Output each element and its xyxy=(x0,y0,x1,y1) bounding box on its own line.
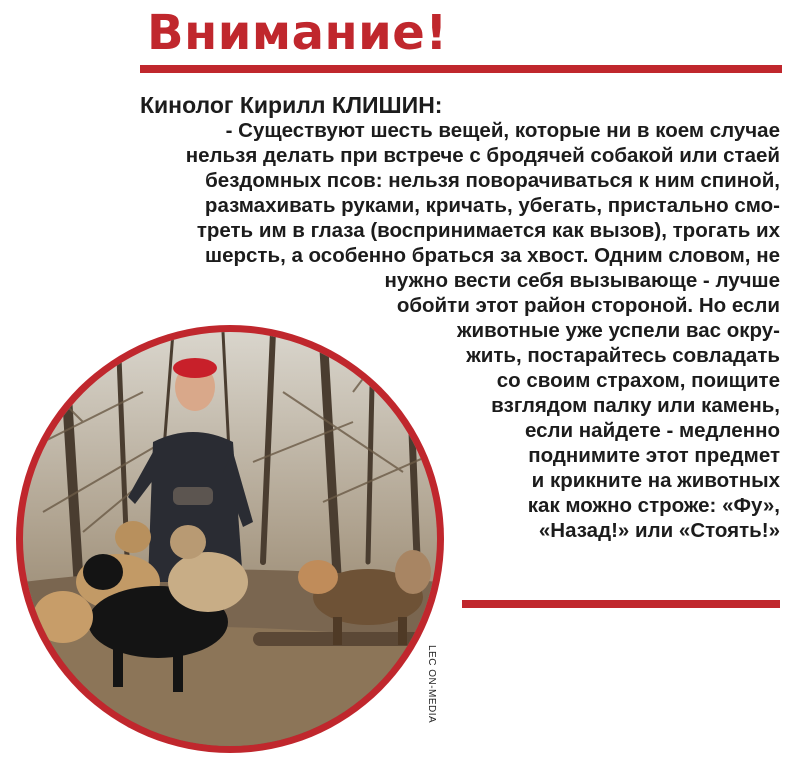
body-line: нельзя делать при встрече с бродячей собакой или стаей xyxy=(185,144,780,167)
body-line: нужно вести себя вызывающе - лучше xyxy=(384,269,780,292)
body-line: животные уже успели вас окру- xyxy=(456,319,780,342)
divider-bottom xyxy=(462,600,780,608)
body-line: бездомных псов: нельзя поворачиваться к ним спиной, xyxy=(205,169,780,192)
divider-top xyxy=(140,65,782,73)
byline: Кинолог Кирилл КЛИШИН: xyxy=(140,92,443,118)
body-line: со своим страхом, поищите xyxy=(496,369,780,392)
body-line: «Назад!» или «Стоять!» xyxy=(538,519,780,542)
body-line: - Существуют шесть вещей, которые ни в коем случае xyxy=(225,119,780,142)
body-line: взглядом палку или камень, xyxy=(491,394,780,417)
body-line: как можно строже: «Фу», xyxy=(527,494,780,517)
body-line: поднимите этот предмет xyxy=(528,444,780,467)
body-line: жить, постарайтесь совладать xyxy=(466,344,780,367)
body-line: если найдете - медленно xyxy=(524,419,780,442)
body-line: обойти этот район стороной. Но если xyxy=(396,294,780,317)
headline: Внимание! xyxy=(147,5,448,61)
photo-woman-with-dogs xyxy=(23,332,437,746)
photo-illustration xyxy=(23,332,437,746)
body-line: размахивать руками, кричать, убегать, пристально смо- xyxy=(204,194,780,217)
body-line: и крикните на животных xyxy=(531,469,780,492)
photo-credit: LEC ON-MEDIA xyxy=(426,645,437,724)
body-line: треть им в глаза (воспринимается как вызов), трогать их xyxy=(196,219,780,242)
body-line: шерсть, а особенно браться за хвост. Одним словом, не xyxy=(205,244,780,267)
